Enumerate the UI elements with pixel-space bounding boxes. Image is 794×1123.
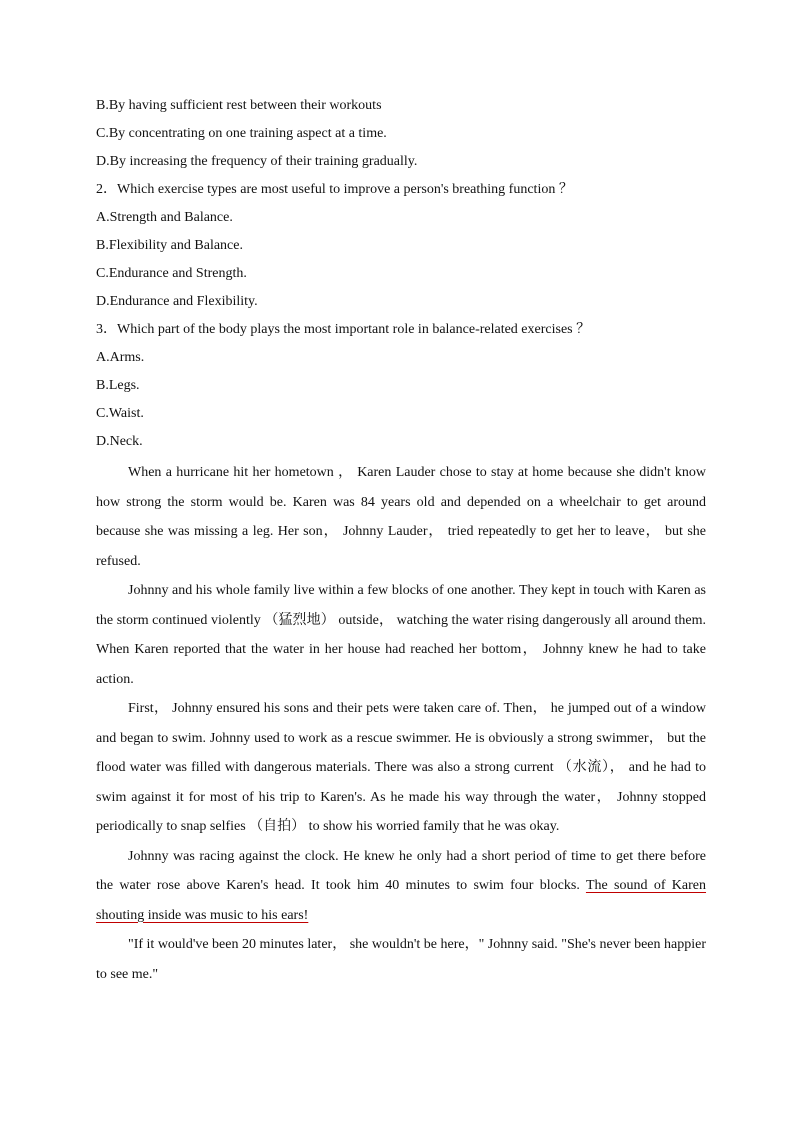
passage-paragraph-4 — [96, 842, 706, 931]
underlined-sentence: The sound of Karen shouting inside was music to his ears! — [96, 878, 707, 923]
reading-passage — [96, 458, 706, 989]
q2-option-a: A.Strength and Balance. — [96, 210, 233, 225]
q2-stem: 2．Which exercise types are most useful to improve a person's breathing function ？ — [96, 182, 573, 197]
q2-option-b: B.Flexibility and Balance. — [96, 238, 243, 253]
q2-option-d: D.Endurance and Flexibility. — [96, 294, 258, 309]
q3-option-c: C.Waist. — [96, 406, 144, 421]
passage-paragraph-3: First， Johnny ensured his sons and their pets were taken care of. Then， he jumped out of a window and began to swim. Johnny used to work as a rescue swimmer. He is obviously a strong swimmer， but the flood water was filled with dangerous materials. There was also a strong current （水流）， and he had to swim against it for most of his trip to Karen's. As he made his way through the water， Johnny stopped periodically to snap selfies （自拍） to show his worried family that he was okay. — [96, 701, 706, 834]
passage-paragraph-1: When a hurricane hit her hometown ， Karen Lauder chose to stay at home because she didn't know how strong the storm would be. Karen was 84 years old and depended on a wheelchair to get around because she was missing a leg. Her son， Johnny Lauder， tried repeatedly to get her to leave， but she refused. — [96, 465, 706, 569]
q1-option-b: B.By having sufficient rest between their workouts — [96, 98, 382, 113]
q3-option-d: D.Neck. — [96, 434, 143, 449]
passage-paragraph-5: "If it would've been 20 minutes later， she wouldn't be here，" Johnny said. "She's never been happier to see me." — [96, 937, 706, 982]
q3-option-b: B.Legs. — [96, 378, 140, 393]
q2-option-c: C.Endurance and Strength. — [96, 266, 247, 281]
q3-stem: 3．Which part of the body plays the most important role in balance-related exercises ？ — [96, 322, 591, 337]
q3-option-a: A.Arms. — [96, 350, 145, 365]
q1-option-c: C.By concentrating on one training aspect at a time. — [96, 126, 387, 141]
passage-paragraph-2: Johnny and his whole family live within a few blocks of one another. They kept in touch with Karen as the storm continued violently （猛烈地） outside， watching the water rising dangerously all around them. When Karen reported that the water in her house had reached her bottom， Johnny knew he had to take action. — [96, 583, 706, 687]
document-page — [96, 92, 706, 989]
q1-option-d: D.By increasing the frequency of their training gradually. — [96, 154, 418, 169]
passage-paragraph-4-text: Johnny was racing against the clock. He knew he only had a short period of time to get there before the water rose above Karen's head. It took him 40 minutes to swim four blocks. — [96, 848, 706, 893]
